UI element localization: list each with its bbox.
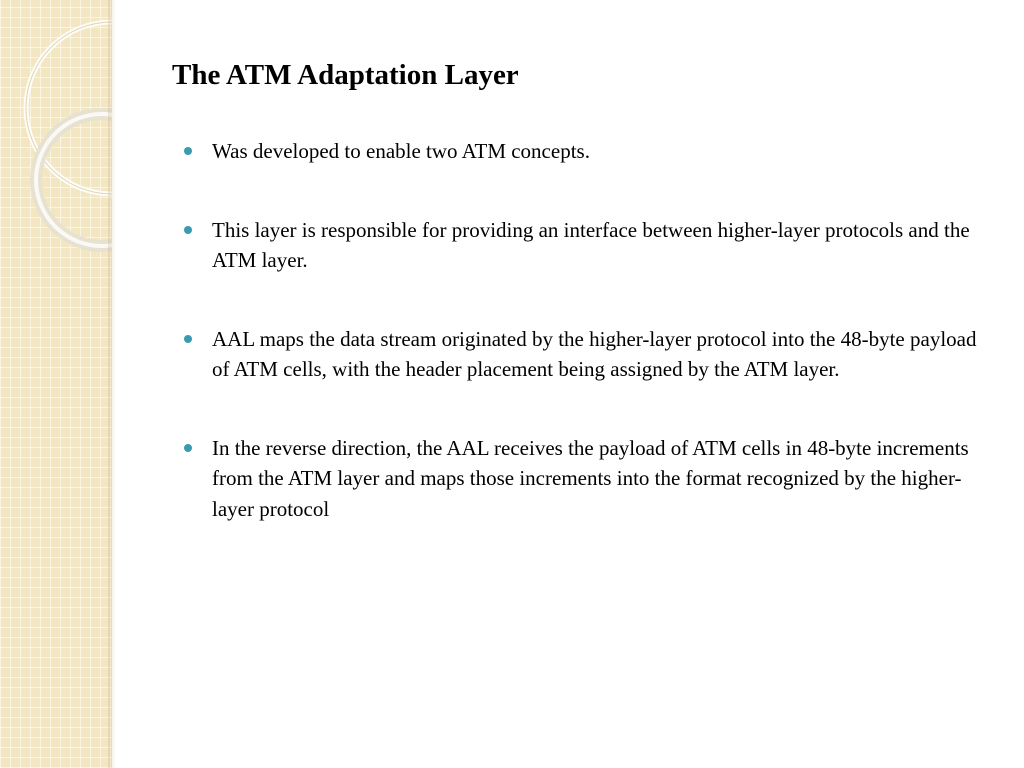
bullet-item (184, 215, 994, 276)
bullet-text: In the reverse direction, the AAL receives the payload of ATM cells in 48-byte increments from the ATM layer and maps those increments into the format recognized by the higher-layer protocol (212, 435, 969, 521)
bullet-text: This layer is responsible for providing an interface between higher-layer protocols and the ATM layer. (212, 217, 970, 272)
slide-title: The ATM Adaptation Layer (172, 59, 519, 91)
side-decoration-band (0, 0, 112, 768)
bullet-text: AAL maps the data stream originated by the higher-layer protocol into the 48-byte payload of ATM cells, with the header placement being assigned by the ATM layer. (212, 326, 977, 381)
bullet-dot-icon (184, 335, 192, 343)
bullet-dot-icon (184, 444, 192, 452)
bullet-text: Was developed to enable two ATM concepts. (212, 139, 590, 163)
side-band-edge (108, 0, 116, 768)
bullet-dot-icon (184, 147, 192, 155)
bullet-item (184, 136, 994, 167)
bullet-list (184, 136, 994, 572)
bullet-item (184, 433, 994, 525)
bullet-dot-icon (184, 226, 192, 234)
decorative-rings-graphic (0, 0, 112, 300)
bullet-item (184, 324, 994, 385)
